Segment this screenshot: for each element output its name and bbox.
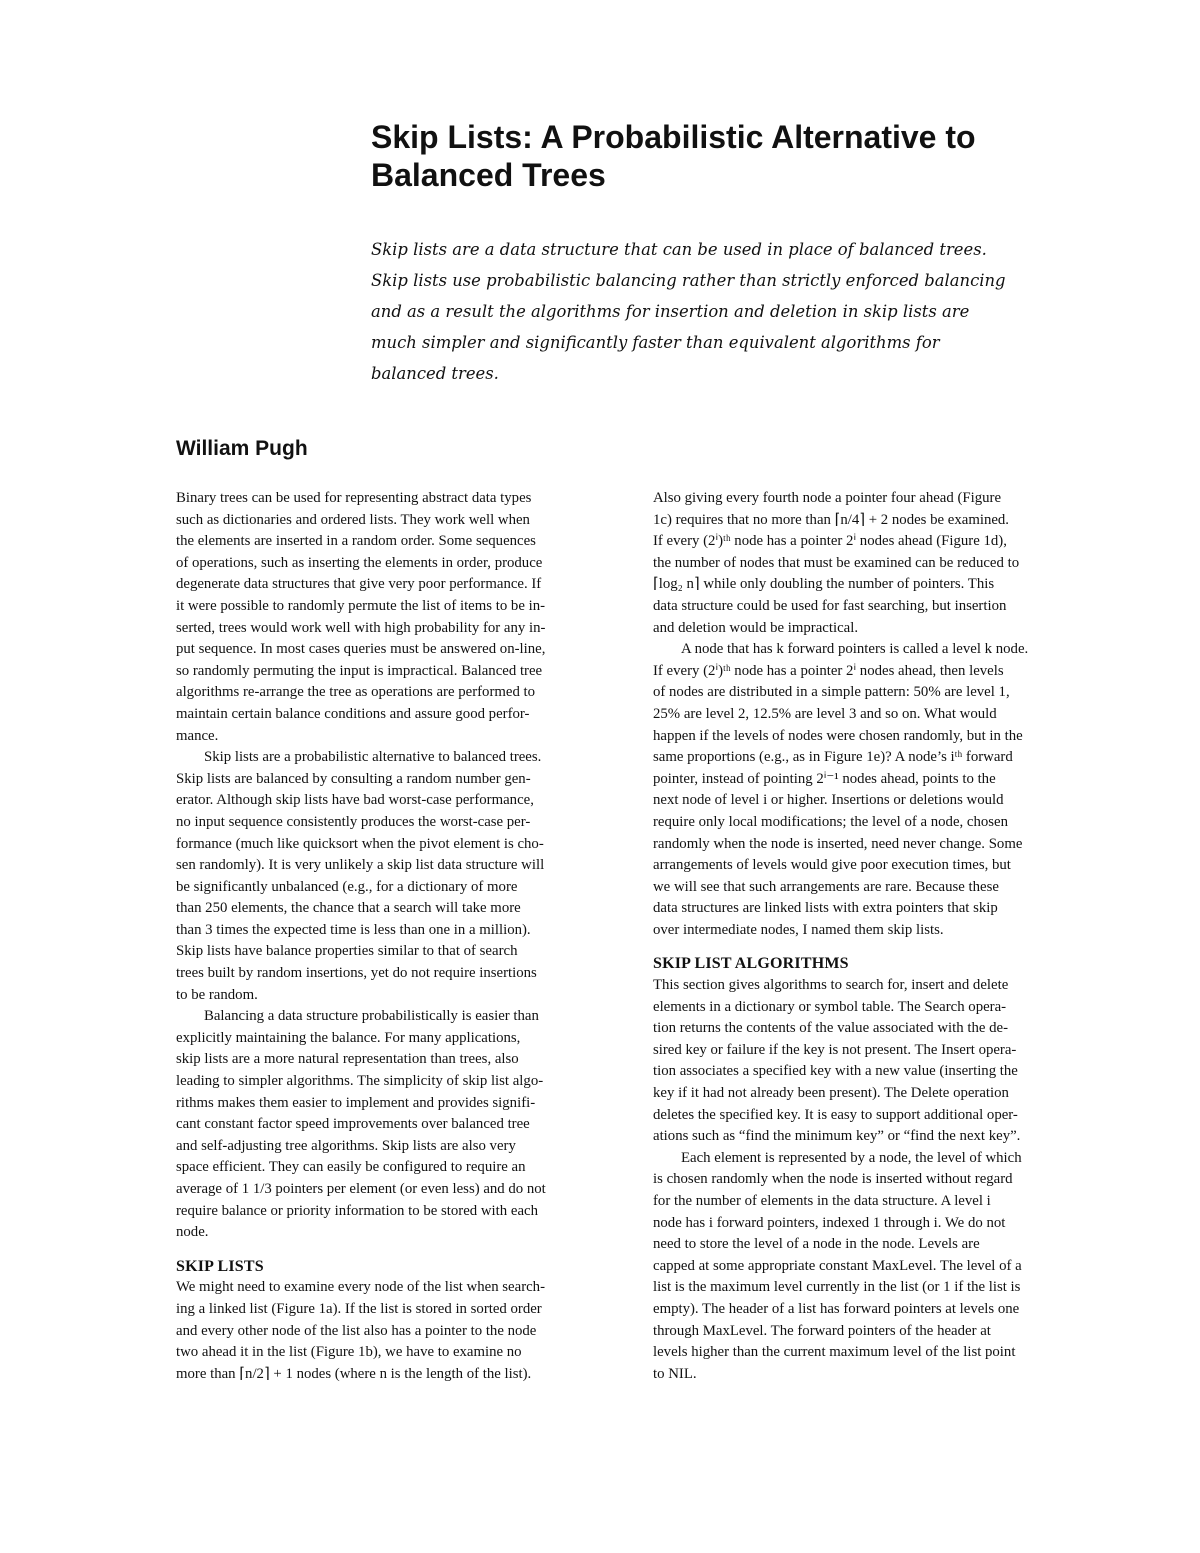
text-line: formance (much like quicksort when the pivot element is cho- — [176, 835, 544, 852]
text-line: A node that has k forward pointers is called a level k node. — [681, 641, 1029, 658]
paragraph — [176, 488, 626, 747]
text-line: tion associates a specified key with a new value (inserting the — [653, 1063, 1018, 1080]
text-line: Binary trees can be used for representing abstract data types — [176, 490, 532, 506]
text-line: randomly when the node is inserted, need never change. Some — [653, 835, 1023, 852]
text-line: Also giving every fourth node a pointer four ahead (Figure — [653, 490, 1002, 506]
paragraph — [176, 747, 626, 1006]
text-line: degenerate data structures that give very poor performance. If — [176, 576, 542, 593]
text-line: leading to simpler algorithms. The simplicity of skip list algo- — [176, 1073, 544, 1090]
left-column — [176, 488, 626, 1385]
text-line: 1c) requires that no more than ⌈n/4⌉ + 2 nodes be examined. — [653, 511, 1010, 528]
text-line: no input sequence consistently produces the worst-case per- — [176, 813, 531, 830]
text-line: node has i forward pointers, indexed 1 through i. We do not — [653, 1214, 1006, 1231]
text-line: next node of level i or higher. Insertions or deletions would — [653, 792, 1004, 809]
text-line: cant constant factor speed improvements over balanced tree — [176, 1116, 530, 1133]
text-line: data structures are linked lists with extra pointers that skip — [653, 900, 998, 917]
text-line: the elements are inserted in a random order. Some sequences — [176, 533, 536, 550]
text-line: pointer, instead of pointing 2ⁱ⁻¹ nodes ahead, points to the — [653, 770, 996, 787]
text-line: list is the maximum level currently in the list (or 1 if the list is — [653, 1279, 1021, 1296]
text-line: Each element is represented by a node, the level of which — [681, 1149, 1022, 1166]
text-line: put sequence. In most cases queries must be answered on-line, — [176, 641, 546, 658]
text-line: empty). The header of a list has forward pointers at levels one — [653, 1300, 1020, 1317]
text-line: Skip lists have balance properties similar to that of search — [176, 943, 518, 960]
title-line: Skip Lists: A Probabilistic Alternative to — [371, 119, 976, 155]
text-line: If every (2ⁱ)ᵗʰ node has a pointer 2ⁱ nodes ahead (Figure 1d), — [653, 533, 1007, 550]
text-line: the number of nodes that must be examined can be reduced to — [653, 554, 1020, 571]
author-name: William Pugh — [176, 437, 308, 460]
text-line: than 250 elements, the chance that a search will take more — [176, 900, 521, 917]
text-line: to be random. — [176, 986, 258, 1003]
text-line: require balance or priority information to be stored with each — [176, 1202, 538, 1219]
text-line: explicitly maintaining the balance. For many applications, — [176, 1029, 521, 1046]
text-line: mance. — [176, 727, 219, 744]
paragraph — [653, 1148, 1103, 1386]
text-line: and deletion would be impractical. — [653, 619, 859, 636]
paragraph — [653, 639, 1103, 941]
text-line: it were possible to randomly permute the list of items to be in- — [176, 597, 546, 614]
text-line: so randomly permuting the input is impractical. Balanced tree — [176, 662, 543, 679]
text-line: 25% are level 2, 12.5% are level 3 and so on. What would — [653, 705, 997, 722]
text-line: of nodes are distributed in a simple pattern: 50% are level 1, — [653, 684, 1010, 701]
text-line: ⌈log₂ n⌉ while only doubling the number of pointers. This — [653, 576, 995, 593]
text-line: same proportions (e.g., as in Figure 1e)? A node’s iᵗʰ forward — [653, 749, 1013, 766]
text-line: deletes the specified key. It is easy to support additional oper- — [653, 1106, 1018, 1123]
text-line: be significantly unbalanced (e.g., for a dictionary of more — [176, 878, 518, 895]
text-line: of operations, such as inserting the elements in order, produce — [176, 554, 543, 571]
text-line: such as dictionaries and ordered lists. They work well when — [176, 511, 530, 528]
text-line: for the number of elements in the data structure. A level i — [653, 1193, 991, 1209]
paragraph — [176, 1277, 626, 1385]
text-line: erator. Although skip lists have bad worst-case performance, — [176, 792, 534, 809]
abstract-line: and as a result the algorithms for insertion and deletion in skip lists are — [371, 302, 970, 321]
text-line: This section gives algorithms to search for, insert and delete — [653, 977, 1009, 994]
text-line: to NIL. — [653, 1365, 697, 1382]
text-line: tion returns the contents of the value associated with the de- — [653, 1020, 1009, 1037]
text-line: over intermediate nodes, I named them skip lists. — [653, 921, 944, 938]
text-line: two ahead it in the list (Figure 1b), we have to examine no — [176, 1344, 522, 1361]
text-line: sen randomly). It is very unlikely a skip list data structure will — [176, 857, 545, 874]
text-line: than 3 times the expected time is less than one in a million). — [176, 921, 531, 938]
text-line: need to store the level of a node in the node. Levels are — [653, 1236, 980, 1253]
text-line: Skip lists are balanced by consulting a random number gen- — [176, 770, 531, 787]
text-line: serted, trees would work well with high probability for any in- — [176, 619, 546, 636]
text-line: and self-adjusting tree algorithms. Skip lists are also very — [176, 1137, 516, 1154]
text-line: node. — [176, 1224, 209, 1241]
text-line: happen if the levels of nodes were chosen randomly, but in the — [653, 727, 1023, 744]
text-line: data structure could be used for fast searching, but insertion — [653, 597, 1007, 614]
title-line: Balanced Trees — [371, 157, 606, 193]
paragraph — [653, 975, 1103, 1148]
abstract-line: Skip lists use probabilistic balancing rather than strictly enforced balancing — [371, 271, 1006, 290]
section-heading: SKIP LISTS — [176, 1257, 264, 1275]
text-line: trees built by random insertions, yet do not require insertions — [176, 965, 537, 982]
text-line: and every other node of the list also has a pointer to the node — [176, 1322, 537, 1339]
text-line: Skip lists are a probabilistic alternative to balanced trees. — [204, 749, 542, 766]
text-line: ations such as “find the minimum key” or “find the next key”. — [653, 1128, 1021, 1145]
right-column — [653, 488, 1103, 1385]
text-line: is chosen randomly when the node is inserted without regard — [653, 1171, 1013, 1188]
paragraph — [176, 1006, 626, 1244]
text-line: arrangements of levels would give poor execution times, but — [653, 857, 1011, 874]
text-line: through MaxLevel. The forward pointers of the header at — [653, 1322, 991, 1339]
text-line: require only local modifications; the level of a node, chosen — [653, 813, 1009, 830]
text-line: average of 1 1/3 pointers per element (or even less) and do not — [176, 1181, 546, 1197]
text-line: We might need to examine every node of the list when search- — [176, 1279, 546, 1296]
abstract-line: Skip lists are a data structure that can be used in place of balanced trees. — [371, 240, 987, 259]
abstract — [371, 234, 1101, 389]
text-line: If every (2ⁱ)ᵗʰ node has a pointer 2ⁱ nodes ahead, then levels — [653, 662, 1004, 679]
text-line: we will see that such arrangements are rare. Because these — [653, 878, 999, 895]
text-line: sired key or failure if the key is not present. The Insert opera- — [653, 1041, 1017, 1058]
text-line: space efficient. They can easily be configured to require an — [176, 1159, 526, 1176]
text-line: rithms makes them easier to implement and provides signifi- — [176, 1094, 536, 1111]
abstract-line: balanced trees. — [371, 364, 499, 383]
text-line: elements in a dictionary or symbol table. The Search opera- — [653, 998, 1007, 1015]
text-line: key if it had not already been present). The Delete operation — [653, 1085, 1009, 1102]
abstract-line: much simpler and significantly faster than equivalent algorithms for — [371, 333, 940, 352]
paragraph — [653, 488, 1103, 639]
text-line: more than ⌈n/2⌉ + 1 nodes (where n is the length of the list). — [176, 1365, 532, 1382]
text-line: skip lists are a more natural representation than trees, also — [176, 1051, 519, 1068]
section-heading: SKIP LIST ALGORITHMS — [653, 955, 849, 973]
text-line: levels higher than the current maximum level of the list point — [653, 1344, 1016, 1361]
text-line: maintain certain balance conditions and assure good perfor- — [176, 705, 530, 722]
text-line: ing a linked list (Figure 1a). If the list is stored in sorted order — [176, 1300, 542, 1317]
paper-title — [371, 118, 1091, 194]
text-line: Balancing a data structure probabilistically is easier than — [204, 1008, 539, 1025]
text-line: algorithms re-arrange the tree as operations are performed to — [176, 684, 536, 701]
text-line: capped at some appropriate constant MaxLevel. The level of a — [653, 1257, 1022, 1274]
